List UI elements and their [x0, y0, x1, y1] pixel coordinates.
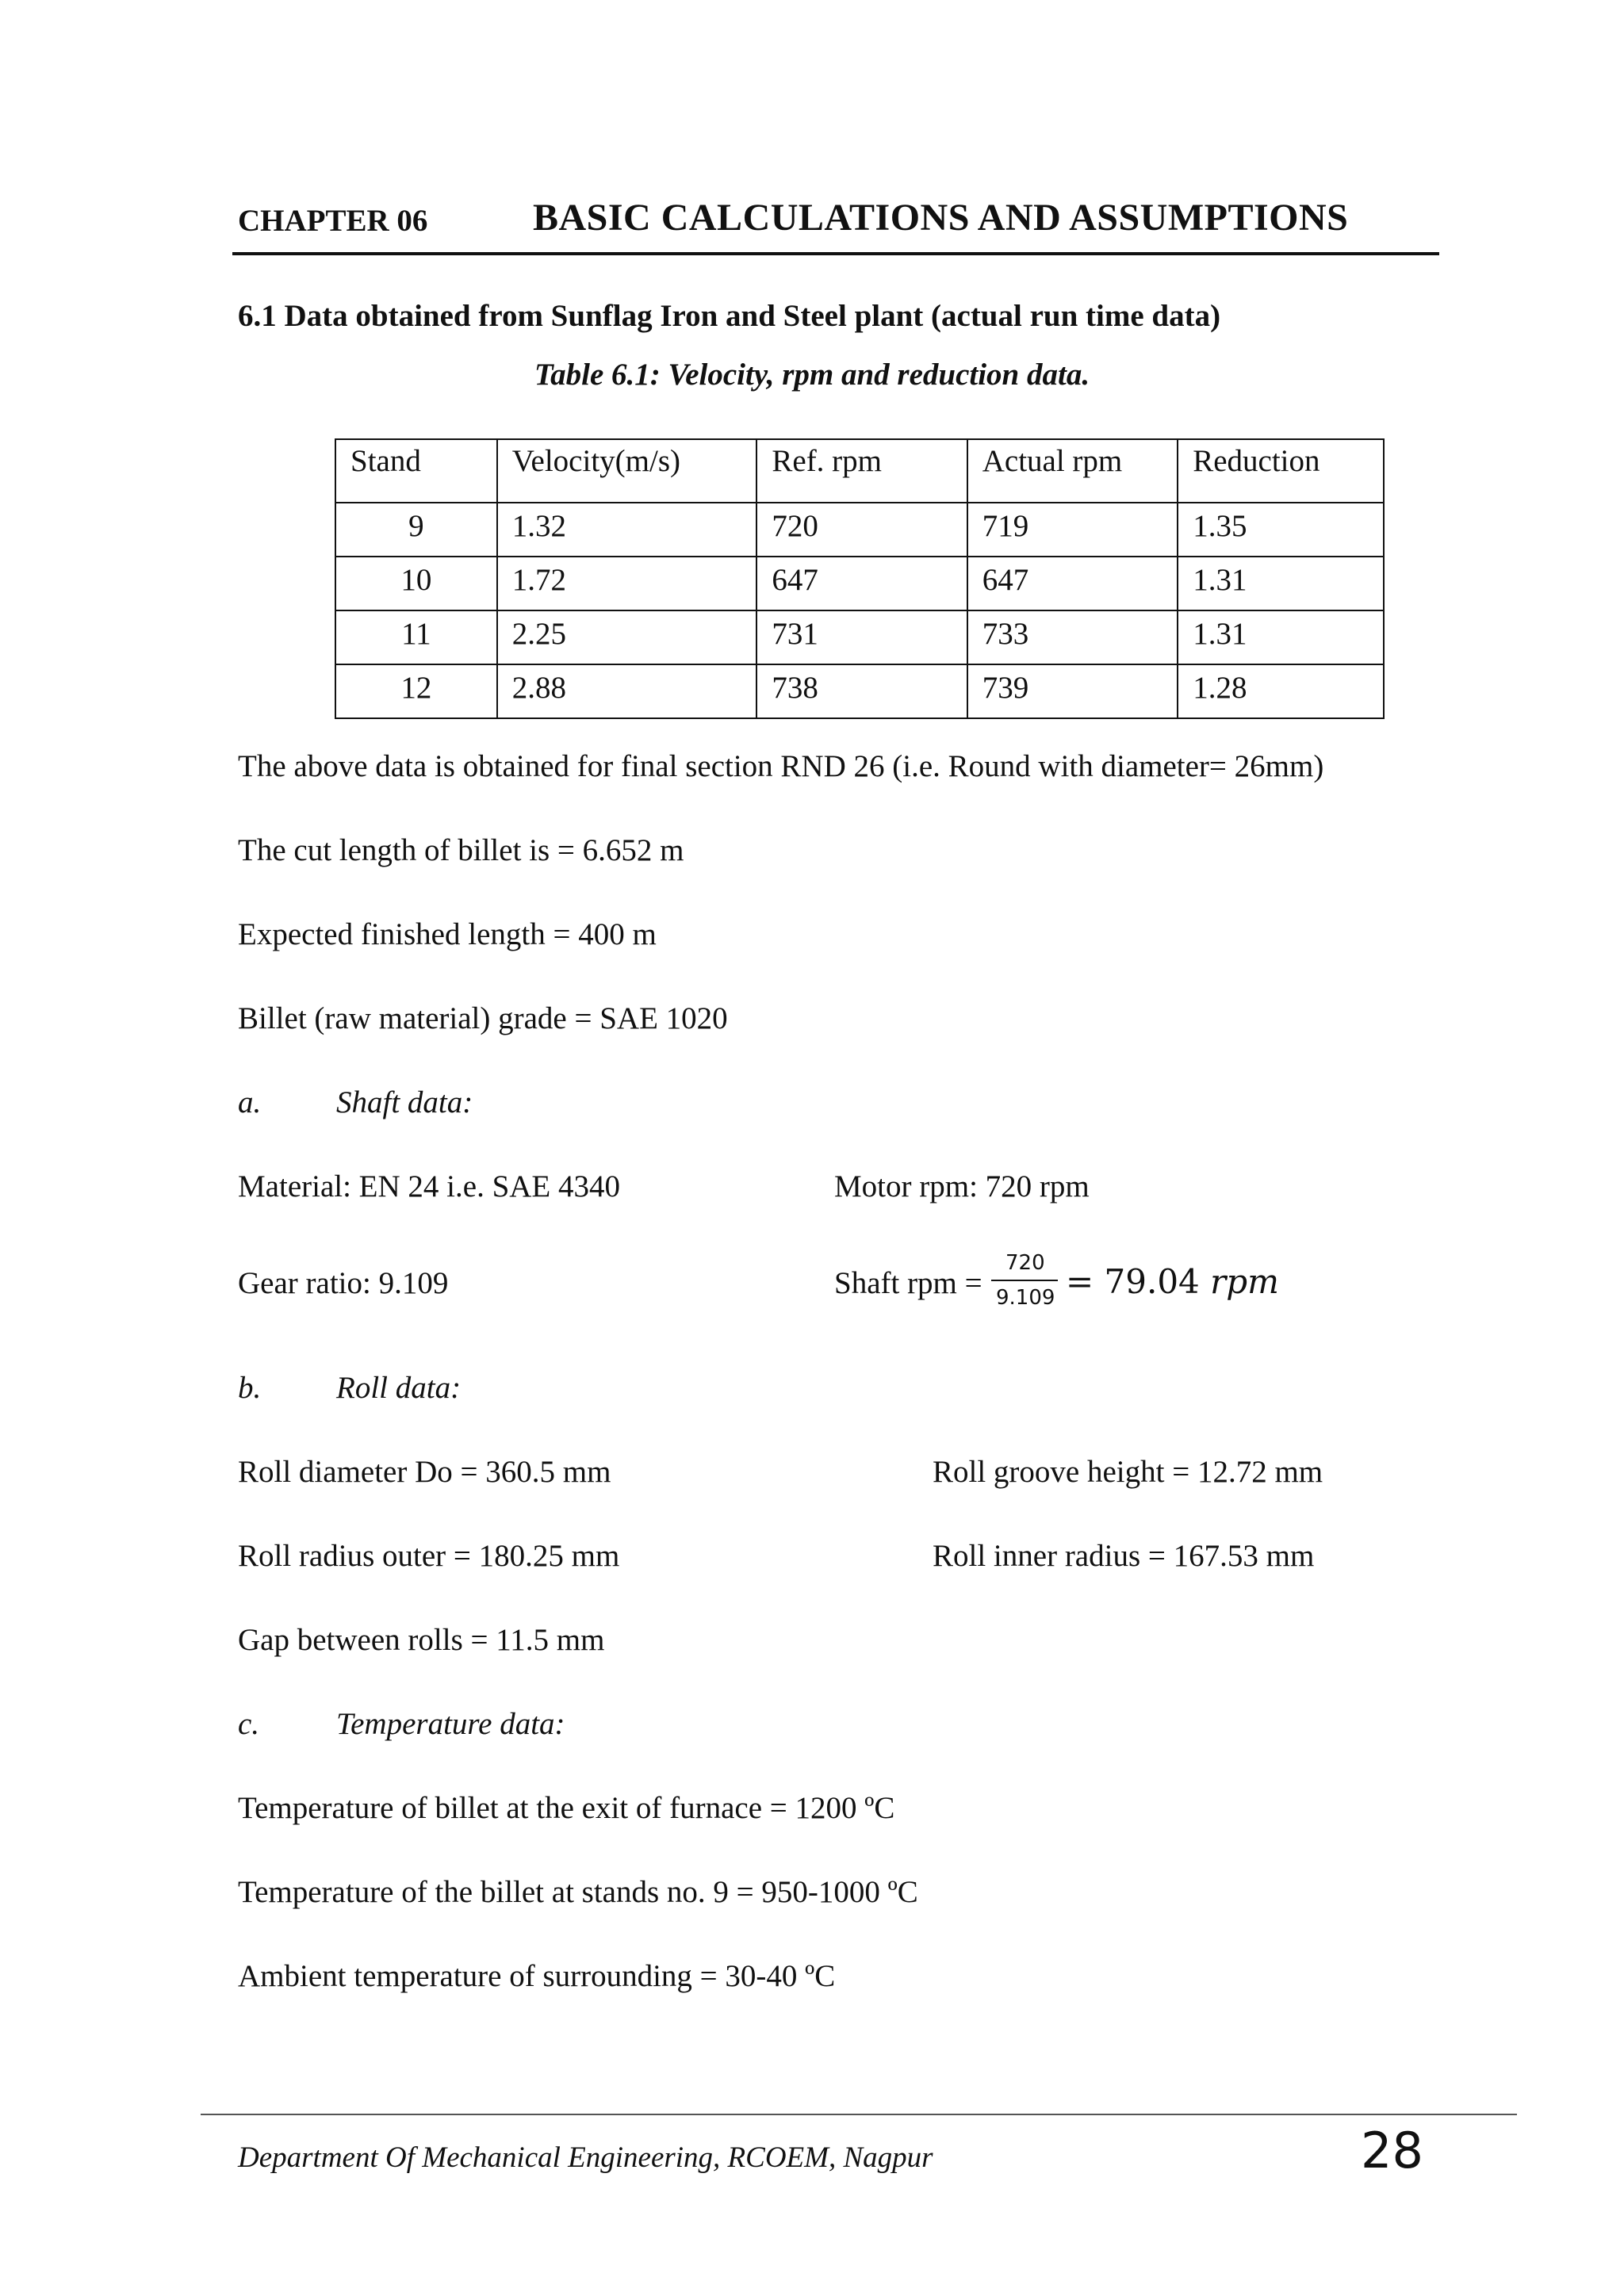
roll-section-title: Roll data: [336, 1371, 462, 1405]
ambient-temperature: Ambient temperature of surrounding = 30-40 ºC [238, 1959, 836, 1993]
data-note: The above data is obtained for final section RND 26 (i.e. Round with diameter= 26mm) [238, 749, 1324, 783]
table-cell: 1.32 [497, 503, 757, 557]
table-cell: 12 [335, 664, 497, 718]
table-cell: 738 [756, 664, 967, 718]
table-cell: 1.28 [1178, 664, 1384, 718]
shaft-rpm-unit: rpm [1210, 1262, 1279, 1301]
stand-9-temperature: Temperature of the billet at stands no. 9 = 950-1000 ºC [238, 1875, 918, 1909]
table-row [335, 557, 1384, 610]
table-cell: 2.25 [497, 610, 757, 664]
table-cell: 11 [335, 610, 497, 664]
shaft-rpm-fraction [991, 1251, 1063, 1314]
shaft-material: Material: EN 24 i.e. SAE 4340 [238, 1169, 620, 1203]
table-cell: 2.88 [497, 664, 757, 718]
chapter-label: CHAPTER 06 [238, 204, 428, 238]
furnace-exit-temperature: Temperature of billet at the exit of furnace = 1200 ºC [238, 1791, 895, 1825]
table-cell: 739 [967, 664, 1178, 718]
shaft-rpm-value: = 79.04 [1066, 1262, 1200, 1301]
roll-section-letter: b. [238, 1371, 262, 1405]
table-cell: 647 [967, 557, 1178, 610]
table-cell: 1.31 [1178, 610, 1384, 664]
roll-groove-height: Roll groove height = 12.72 mm [933, 1455, 1323, 1489]
column-header-ref-rpm: Ref. rpm [756, 439, 967, 503]
table-header-row [335, 439, 1384, 503]
roll-diameter: Roll diameter Do = 360.5 mm [238, 1455, 611, 1489]
table-row [335, 610, 1384, 664]
column-header-stand: Stand [335, 439, 497, 503]
table-cell: 9 [335, 503, 497, 557]
table-cell: 1.35 [1178, 503, 1384, 557]
table-row [335, 664, 1384, 718]
roll-radius-outer: Roll radius outer = 180.25 mm [238, 1539, 620, 1573]
chapter-title: BASIC CALCULATIONS AND ASSUMPTIONS [533, 197, 1349, 239]
fraction-denominator: 9.109 [996, 1286, 1055, 1310]
temperature-section-title: Temperature data: [336, 1707, 565, 1741]
shaft-rpm-result [1066, 1262, 1279, 1301]
billet-grade-text: Billet (raw material) grade = SAE 1020 [238, 1001, 728, 1035]
table-cell: 720 [756, 503, 967, 557]
table-cell: 719 [967, 503, 1178, 557]
gear-ratio: Gear ratio: 9.109 [238, 1266, 449, 1300]
footer-divider [201, 2114, 1517, 2115]
footer-department: Department Of Mechanical Engineering, RCOEM, Nagpur [238, 2141, 933, 2174]
cut-length-text: The cut length of billet is = 6.652 m [238, 833, 684, 867]
motor-rpm: Motor rpm: 720 rpm [834, 1169, 1090, 1203]
roll-gap: Gap between rolls = 11.5 mm [238, 1623, 605, 1657]
finished-length-text: Expected finished length = 400 m [238, 917, 657, 951]
shaft-section-letter: a. [238, 1085, 262, 1119]
table-cell: 1.31 [1178, 557, 1384, 610]
table-cell: 647 [756, 557, 967, 610]
temperature-section-letter: c. [238, 1707, 260, 1741]
table-cell: 10 [335, 557, 497, 610]
fraction-bar [991, 1280, 1058, 1281]
data-table [335, 438, 1385, 719]
header-divider [232, 252, 1439, 255]
fraction-numerator: 720 [1005, 1251, 1045, 1275]
section-heading: 6.1 Data obtained from Sunflag Iron and Steel plant (actual run time data) [238, 299, 1221, 333]
table-cell: 1.72 [497, 557, 757, 610]
column-header-velocity: Velocity(m/s) [497, 439, 757, 503]
table-caption: Table 6.1: Velocity, rpm and reduction data. [534, 358, 1090, 392]
table-cell: 731 [756, 610, 967, 664]
page-number: 28 [1361, 2122, 1423, 2179]
column-header-actual-rpm: Actual rpm [967, 439, 1178, 503]
table-cell: 733 [967, 610, 1178, 664]
shaft-rpm-label: Shaft rpm = [834, 1266, 982, 1300]
shaft-section-title: Shaft data: [336, 1085, 473, 1119]
column-header-reduction: Reduction [1178, 439, 1384, 503]
table-row [335, 503, 1384, 557]
roll-inner-radius: Roll inner radius = 167.53 mm [933, 1539, 1315, 1573]
